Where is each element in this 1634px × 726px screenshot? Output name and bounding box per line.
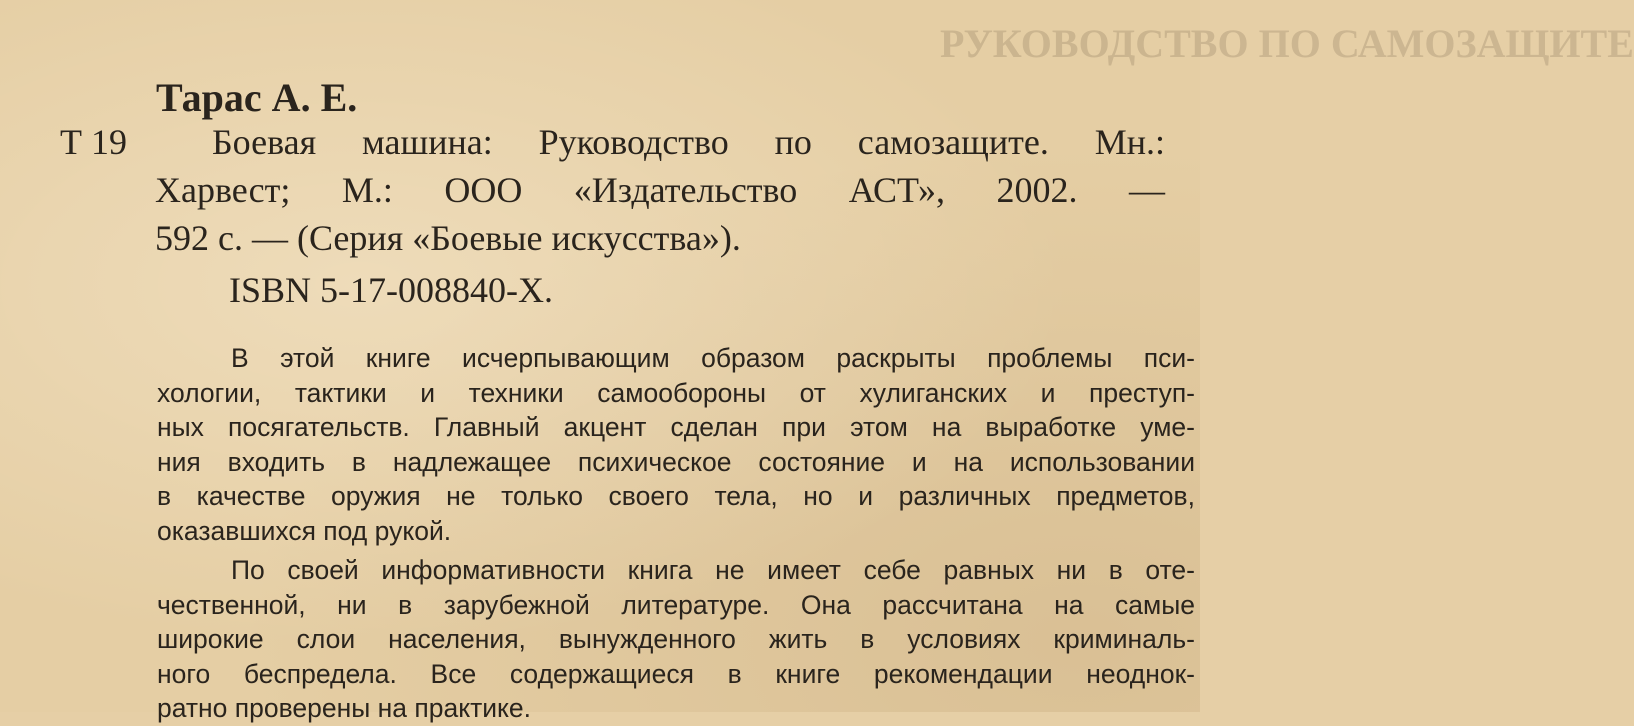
annotation-line: хологии, тактики и техники самообороны от хулиганских и преступ- [157, 377, 1195, 408]
biblio-line-3: 592 с. — (Серия «Боевые искусства»). [155, 218, 741, 258]
biblio-line-2: Харвест; М.: ООО «Издательство АСТ», 2002. — [155, 170, 1165, 210]
biblio-line-1: Боевая машина: Руководство по самозащите. Мн.: [212, 122, 1165, 162]
isbn: ISBN 5-17-008840-X. [229, 270, 553, 310]
annotation-paragraph-2 [157, 553, 1195, 726]
annotation-line: в качестве оружия не только своего тела, но и различных предметов, [157, 481, 1195, 511]
classification-code: Т 19 [60, 122, 127, 162]
annotation-line: чественной, ни в зарубежной литературе. Она рассчитана на самые [157, 589, 1195, 620]
annotation [157, 341, 1195, 726]
annotation-line: ных посягательств. Главный акцент сделан при этом на выработке уме- [157, 412, 1195, 442]
author-name: Тарас А. Е. [156, 75, 358, 120]
annotation-line: ния входить в надлежащее психическое состояние и на использовании [157, 446, 1195, 477]
annotation-line: оказавшихся под рукой. [157, 515, 452, 546]
annotation-line: ратно проверены на практике. [157, 693, 532, 723]
bibliographic-description [155, 118, 1165, 262]
annotation-paragraph-1 [157, 341, 1195, 548]
annotation-line: В этой книге исчерпывающим образом раскрыты проблемы пси- [231, 343, 1195, 373]
annotation-line: широкие слои населения, вынужденного жить в условиях криминаль- [157, 624, 1195, 654]
annotation-line: ного беспредела. Все содержащиеся в книге рекомендации неоднок- [157, 658, 1195, 689]
bleed-through-title: РУКОВОДСТВО ПО САМОЗАЩИТЕ [940, 21, 1634, 66]
annotation-line: По своей информативности книга не имеет себе равных ни в оте- [231, 555, 1195, 585]
